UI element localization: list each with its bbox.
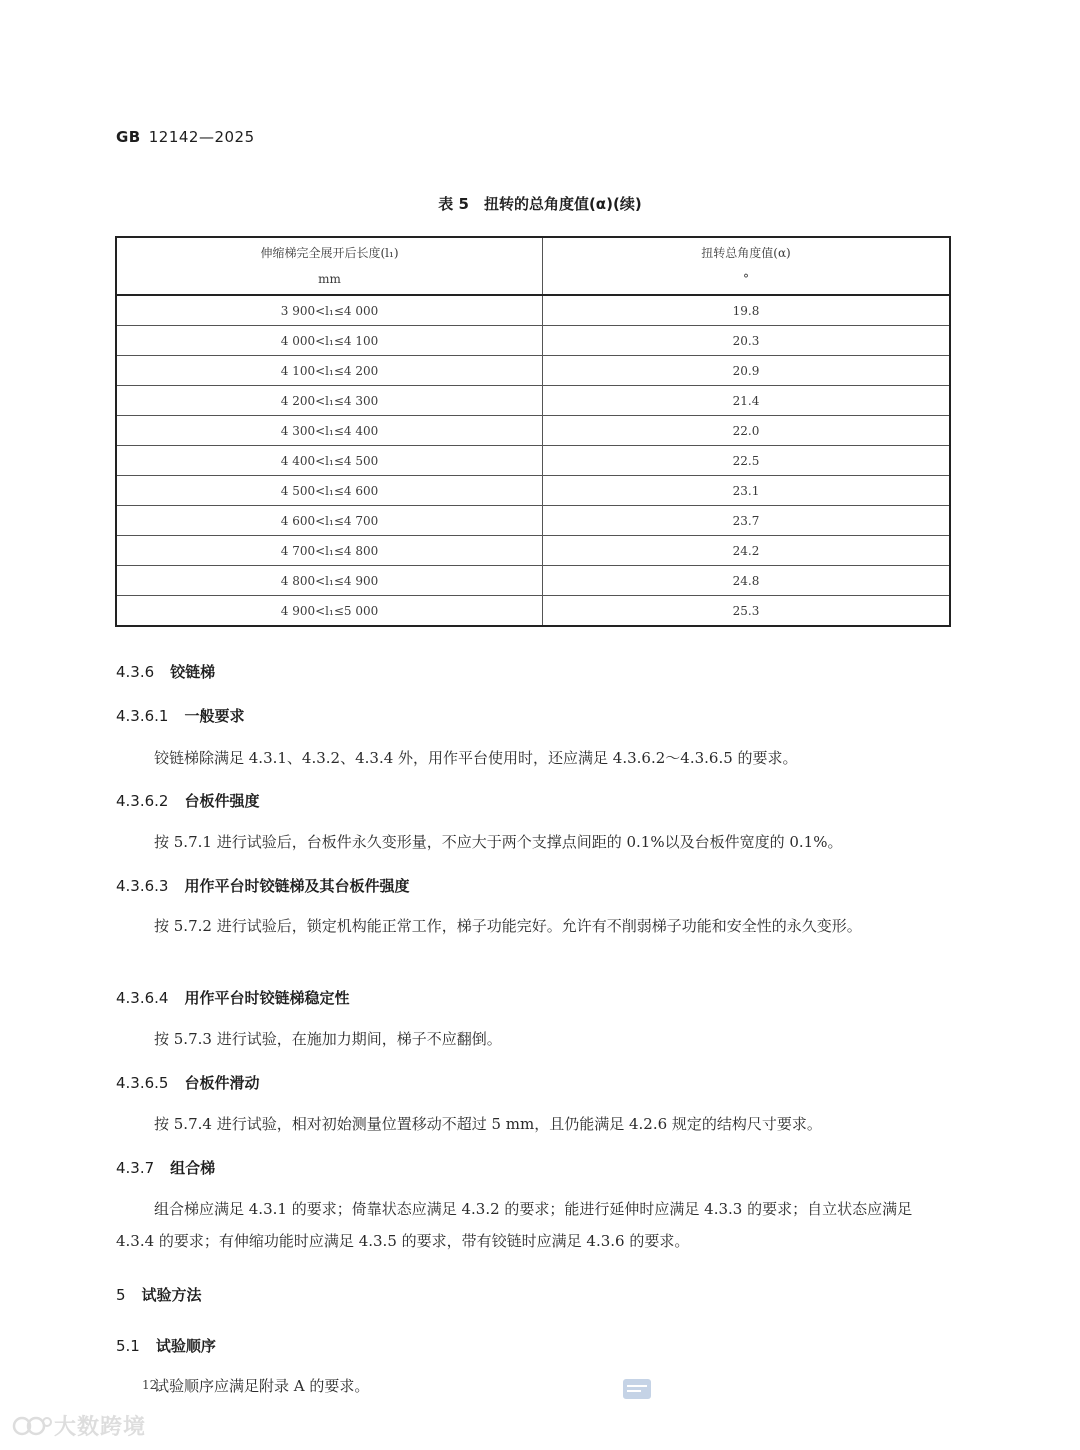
heading-4-3-6-3: 4.3.6.3 用作平台时铰链梯及其台板件强度 [116,877,410,895]
heading-4-3-6-4: 4.3.6.4 用作平台时铰链梯稳定性 [116,989,350,1007]
angle-value-cell: 21.4 [543,386,951,416]
column-header-angle [543,237,951,295]
angle-value-cell: 20.3 [543,326,951,356]
length-range-cell: 4 600<l₁≤4 700 [116,506,543,536]
length-range-cell: 4 200<l₁≤4 300 [116,386,543,416]
standard-code [116,128,255,146]
paragraph-4-3-6-3: 按 5.7.2 进行试验后，锁定机构能正常工作，梯子功能完好。允许有不削弱梯子功能和安全性的永久变形。 [154,917,862,935]
column-header-length [116,237,543,295]
table-row [116,566,950,596]
watermark-text: 大数跨境 [54,1415,147,1440]
length-range-cell: 3 900<l₁≤4 000 [116,295,543,326]
standard-number: 12142—2025 [148,128,255,146]
length-range-cell: 4 400<l₁≤4 500 [116,446,543,476]
table-row [116,386,950,416]
standard-prefix: GB [116,128,141,146]
paragraph-4-3-6-4: 按 5.7.3 进行试验，在施加力期间，梯子不应翻倒。 [154,1030,502,1048]
angle-value-cell: 24.2 [543,536,951,566]
angle-value-cell: 23.1 [543,476,951,506]
table-row [116,506,950,536]
length-range-cell: 4 500<l₁≤4 600 [116,476,543,506]
table-row [116,295,950,326]
heading-4-3-7: 4.3.7 组合梯 [116,1159,216,1177]
length-range-cell: 4 700<l₁≤4 800 [116,536,543,566]
torsion-angle-table [115,236,951,627]
table-row [116,536,950,566]
length-range-cell: 4 000<l₁≤4 100 [116,326,543,356]
heading-4-3-6-2: 4.3.6.2 台板件强度 [116,792,260,810]
table-row [116,416,950,446]
angle-value-cell: 19.8 [543,295,951,326]
paragraph-4-3-6-5: 按 5.7.4 进行试验，相对初始测量位置移动不超过 5 mm，且仍能满足 4.2.6 规定的结构尺寸要求。 [154,1115,822,1133]
angle-value-cell: 22.0 [543,416,951,446]
paragraph-5-1: 试验顺序应满足附录 A 的要求。 [154,1377,370,1395]
length-range-cell: 4 300<l₁≤4 400 [116,416,543,446]
column-header-angle-unit: ° [743,272,749,286]
stamp-logo-icon [622,1376,652,1402]
table-row [116,326,950,356]
heading-4-3-6-1: 4.3.6.1 一般要求 [116,707,245,725]
heading-5: 5 试验方法 [116,1286,202,1304]
angle-value-cell: 22.5 [543,446,951,476]
table-title: 表 5 扭转的总角度值(α)(续) [438,195,642,213]
paragraph-4-3-6-2: 按 5.7.1 进行试验后，台板件永久变形量，不应大于两个支撑点间距的 0.1%以及台板件宽度的 0.1%。 [154,833,843,851]
angle-value-cell: 20.9 [543,356,951,386]
angle-value-cell: 24.8 [543,566,951,596]
table-body [116,295,950,626]
length-range-cell: 4 800<l₁≤4 900 [116,566,543,596]
table-row [116,596,950,627]
length-range-cell: 4 100<l₁≤4 200 [116,356,543,386]
column-header-length-label: 伸缩梯完全展开后长度(l₁) [260,246,399,260]
table-row [116,356,950,386]
heading-4-3-6-5: 4.3.6.5 台板件滑动 [116,1074,260,1092]
paragraph-4-3-7: 组合梯应满足 4.3.1 的要求；倚靠状态应满足 4.3.2 的要求；能进行延伸时应满足 4.3.3 的要求；自立状态应满足 4.3.4 的要求；有伸缩功能时应满足 4.3.5 的要求，带有铰链时应满足 4.3.6 的要求。 [116,1200,913,1250]
heading-4-3-6: 4.3.6 铰链梯 [116,663,216,681]
paragraph-4-3-6-1: 铰链梯除满足 4.3.1、4.3.2、4.3.4 外，用作平台使用时，还应满足 4.3.6.2～4.3.6.5 的要求。 [154,749,798,767]
column-header-length-unit: mm [318,272,341,286]
watermark-logo-icon [12,1410,54,1440]
angle-value-cell: 25.3 [543,596,951,627]
page-number: 12 [142,1378,158,1392]
length-range-cell: 4 900<l₁≤5 000 [116,596,543,627]
table-header-row [116,237,950,295]
table-row [116,446,950,476]
column-header-angle-label: 扭转总角度值(α) [701,246,791,260]
angle-value-cell: 23.7 [543,506,951,536]
table-row [116,476,950,506]
heading-5-1: 5.1 试验顺序 [116,1337,216,1355]
